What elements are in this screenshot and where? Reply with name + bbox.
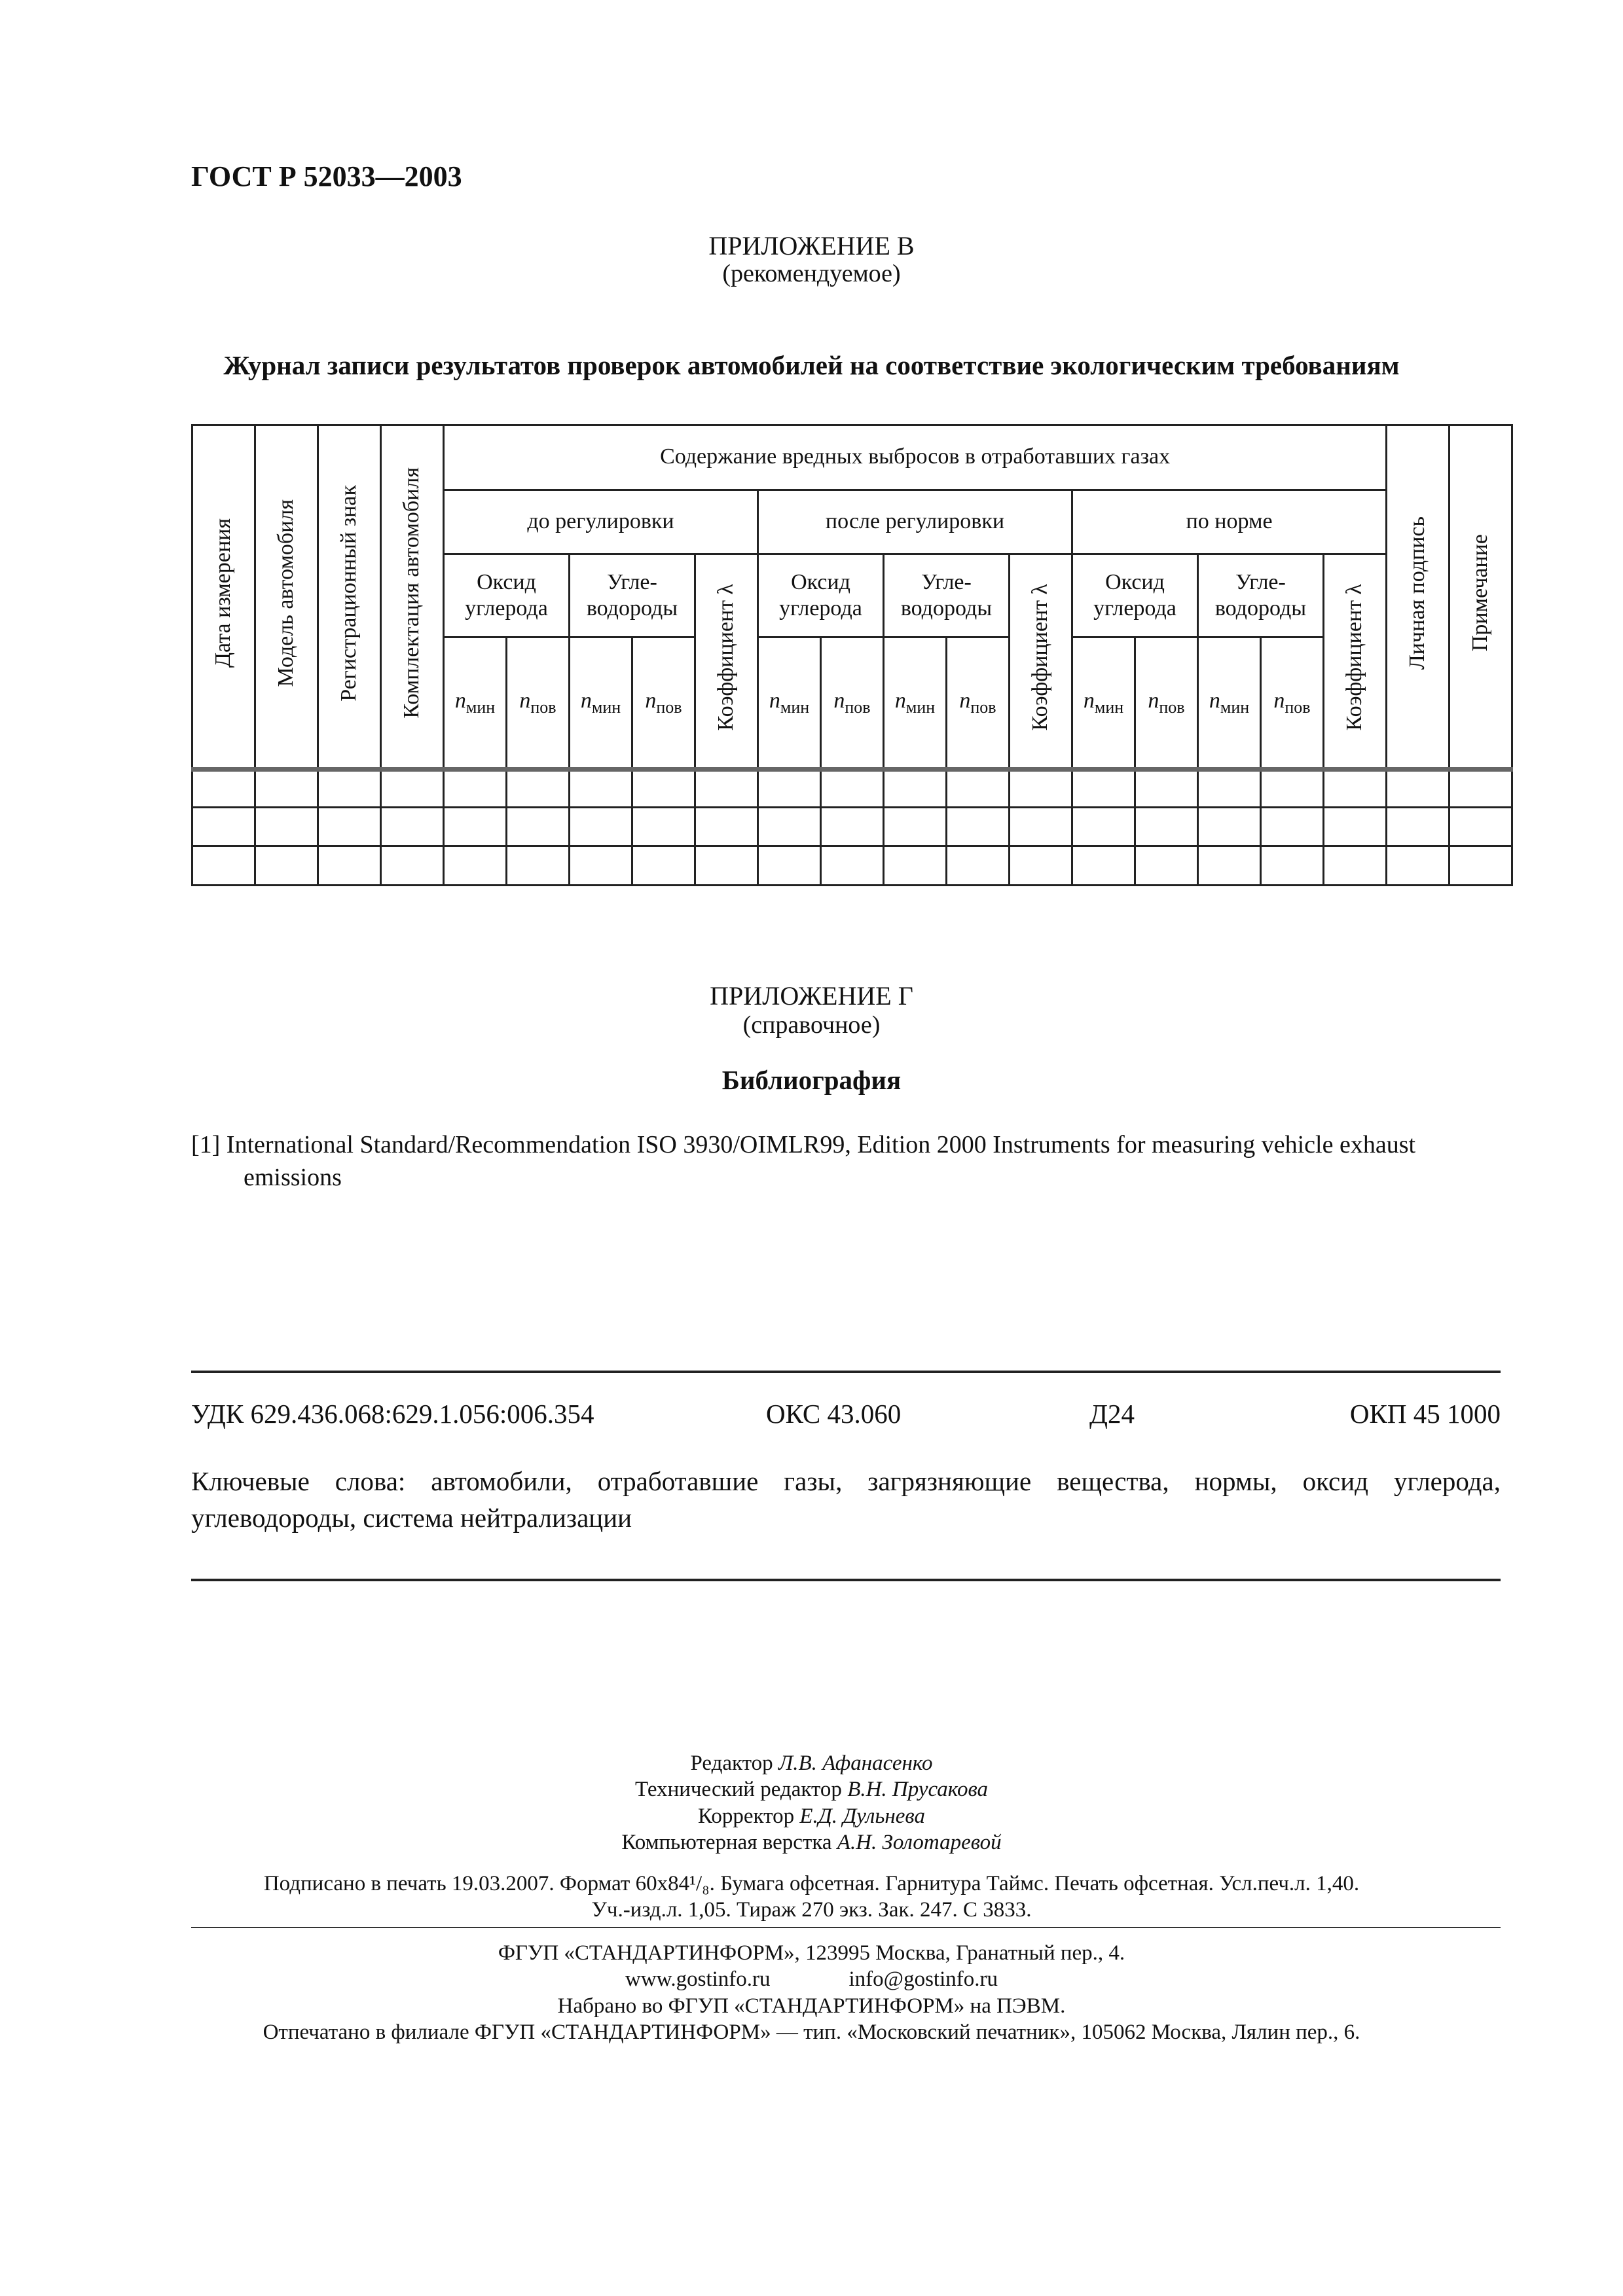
header-n-pov: $n_{пов}$ [507, 637, 570, 769]
header-co: Оксид углерода [1072, 554, 1198, 637]
header-n-min: $n_{мин}$ [1072, 637, 1135, 769]
publisher-line: ФГУП «СТАНДАРТИНФОРМ», 123995 Москва, Гранатный пер., 4. [498, 1941, 1125, 1965]
header-n-pov: $n_{пов}$ [821, 637, 884, 769]
header-n-min: $n_{мин}$ [758, 637, 821, 769]
divider [191, 1371, 1501, 1373]
header-lambda: Коэффициент λ [1324, 554, 1387, 769]
tech-editor-line: Технический редактор В.Н. Прусакова [634, 1778, 989, 1802]
header-hc: Угле-водороды [884, 554, 1010, 637]
publisher-info [0, 1940, 1623, 2045]
keywords: Ключевые слова: автомобили, отработавшие газы, загрязняющие вещества, нормы, оксид углерода, углеводороды, система нейтрализации [191, 1466, 1501, 1533]
journal-title: Журнал записи результатов проверок автомобилей на соответствие экологическим требованиям [223, 350, 1400, 380]
header-note: Примечание [1450, 425, 1512, 770]
journal-table [191, 424, 1513, 886]
bibliography-item: [1] International Standard/Recommendation ISO 3930/OIMLR99, Edition 2000 Instruments for measuring vehicle exhaust emissions [191, 1131, 1416, 1192]
header-n-pov: $n_{пов}$ [947, 637, 1010, 769]
print-info [0, 1871, 1623, 1924]
header-model: Модель автомобиля [255, 425, 318, 770]
editor-line: Редактор Л.В. Афанасенко [690, 1751, 933, 1775]
header-before: до регулировки [444, 490, 758, 554]
appendix-g-subtitle: (справочное) [742, 1011, 881, 1039]
table-row [192, 808, 1512, 846]
header-lambda: Коэффициент λ [1010, 554, 1072, 769]
header-signature: Личная подпись [1387, 425, 1450, 770]
appendix-g-title: ПРИЛОЖЕНИЕ Г [710, 981, 913, 1011]
corrector-line: Корректор Е.Д. Дульнева [697, 1804, 926, 1828]
table-row [192, 846, 1512, 886]
print-line: Уч.-изд.л. 1,05. Тираж 270 экз. Зак. 247. С 3833. [591, 1898, 1032, 1922]
header-emissions-group: Содержание вредных выбросов в отработавших газах [444, 425, 1387, 490]
typeset-line: Набрано во ФГУП «СТАНДАРТИНФОРМ» на ПЭВМ. [557, 1994, 1066, 2018]
header-date: Дата измерения [192, 425, 255, 770]
bibliography-list [191, 1128, 1501, 1194]
bibliography-heading: Библиография [721, 1065, 902, 1095]
header-n-pov: $n_{пов}$ [632, 637, 695, 769]
header-lambda: Коэффициент λ [695, 554, 758, 769]
print-line: Подписано в печать 19.03.2007. Формат 60x84¹/₈. Бумага офсетная. Гарнитура Таймс. Печать офсетная. Усл.печ.л. 1,40. [263, 1872, 1360, 1895]
d-code: Д24 [1089, 1399, 1135, 1429]
table-row [192, 769, 1512, 807]
header-n-min: $n_{мин}$ [444, 637, 507, 769]
editorial-credits [0, 1750, 1623, 1856]
header-kit: Комплектация автомобиля [381, 425, 444, 770]
printed-line: Отпечатано в филиале ФГУП «СТАНДАРТИНФОРМ» — тип. «Московский печатник», 105062 Москва, Лялин пер., 6. [263, 2020, 1360, 2044]
header-hc: Угле-водороды [570, 554, 695, 637]
divider [191, 1927, 1501, 1928]
header-after: после регулировки [758, 490, 1072, 554]
header-co: Оксид углерода [444, 554, 570, 637]
header-n-min: $n_{мин}$ [570, 637, 632, 769]
header-registration: Регистрационный знак [318, 425, 381, 770]
divider [191, 1579, 1501, 1581]
header-hc: Угле-водороды [1198, 554, 1324, 637]
header-n-min: $n_{мин}$ [884, 637, 947, 769]
header-n-min: $n_{мин}$ [1198, 637, 1261, 769]
udk-code: УДК 629.436.068:629.1.056:006.354 [191, 1399, 594, 1429]
oks-code: ОКС 43.060 [766, 1399, 902, 1429]
document-code: ГОСТ Р 52033—2003 [191, 160, 462, 192]
header-n-pov: $n_{пов}$ [1135, 637, 1198, 769]
header-n-pov: $n_{пов}$ [1261, 637, 1324, 769]
layout-line: Компьютерная верстка А.Н. Золотаревой [621, 1830, 1002, 1854]
appendix-v-title: ПРИЛОЖЕНИЕ В [708, 231, 915, 260]
okp-code: ОКП 45 1000 [1349, 1399, 1501, 1429]
contacts-line: www.gostinfo.ru info@gostinfo.ru [625, 1967, 998, 1992]
header-norm: по норме [1072, 490, 1387, 554]
appendix-v-subtitle: (рекомендуемое) [722, 260, 901, 287]
header-co: Оксид углерода [758, 554, 884, 637]
